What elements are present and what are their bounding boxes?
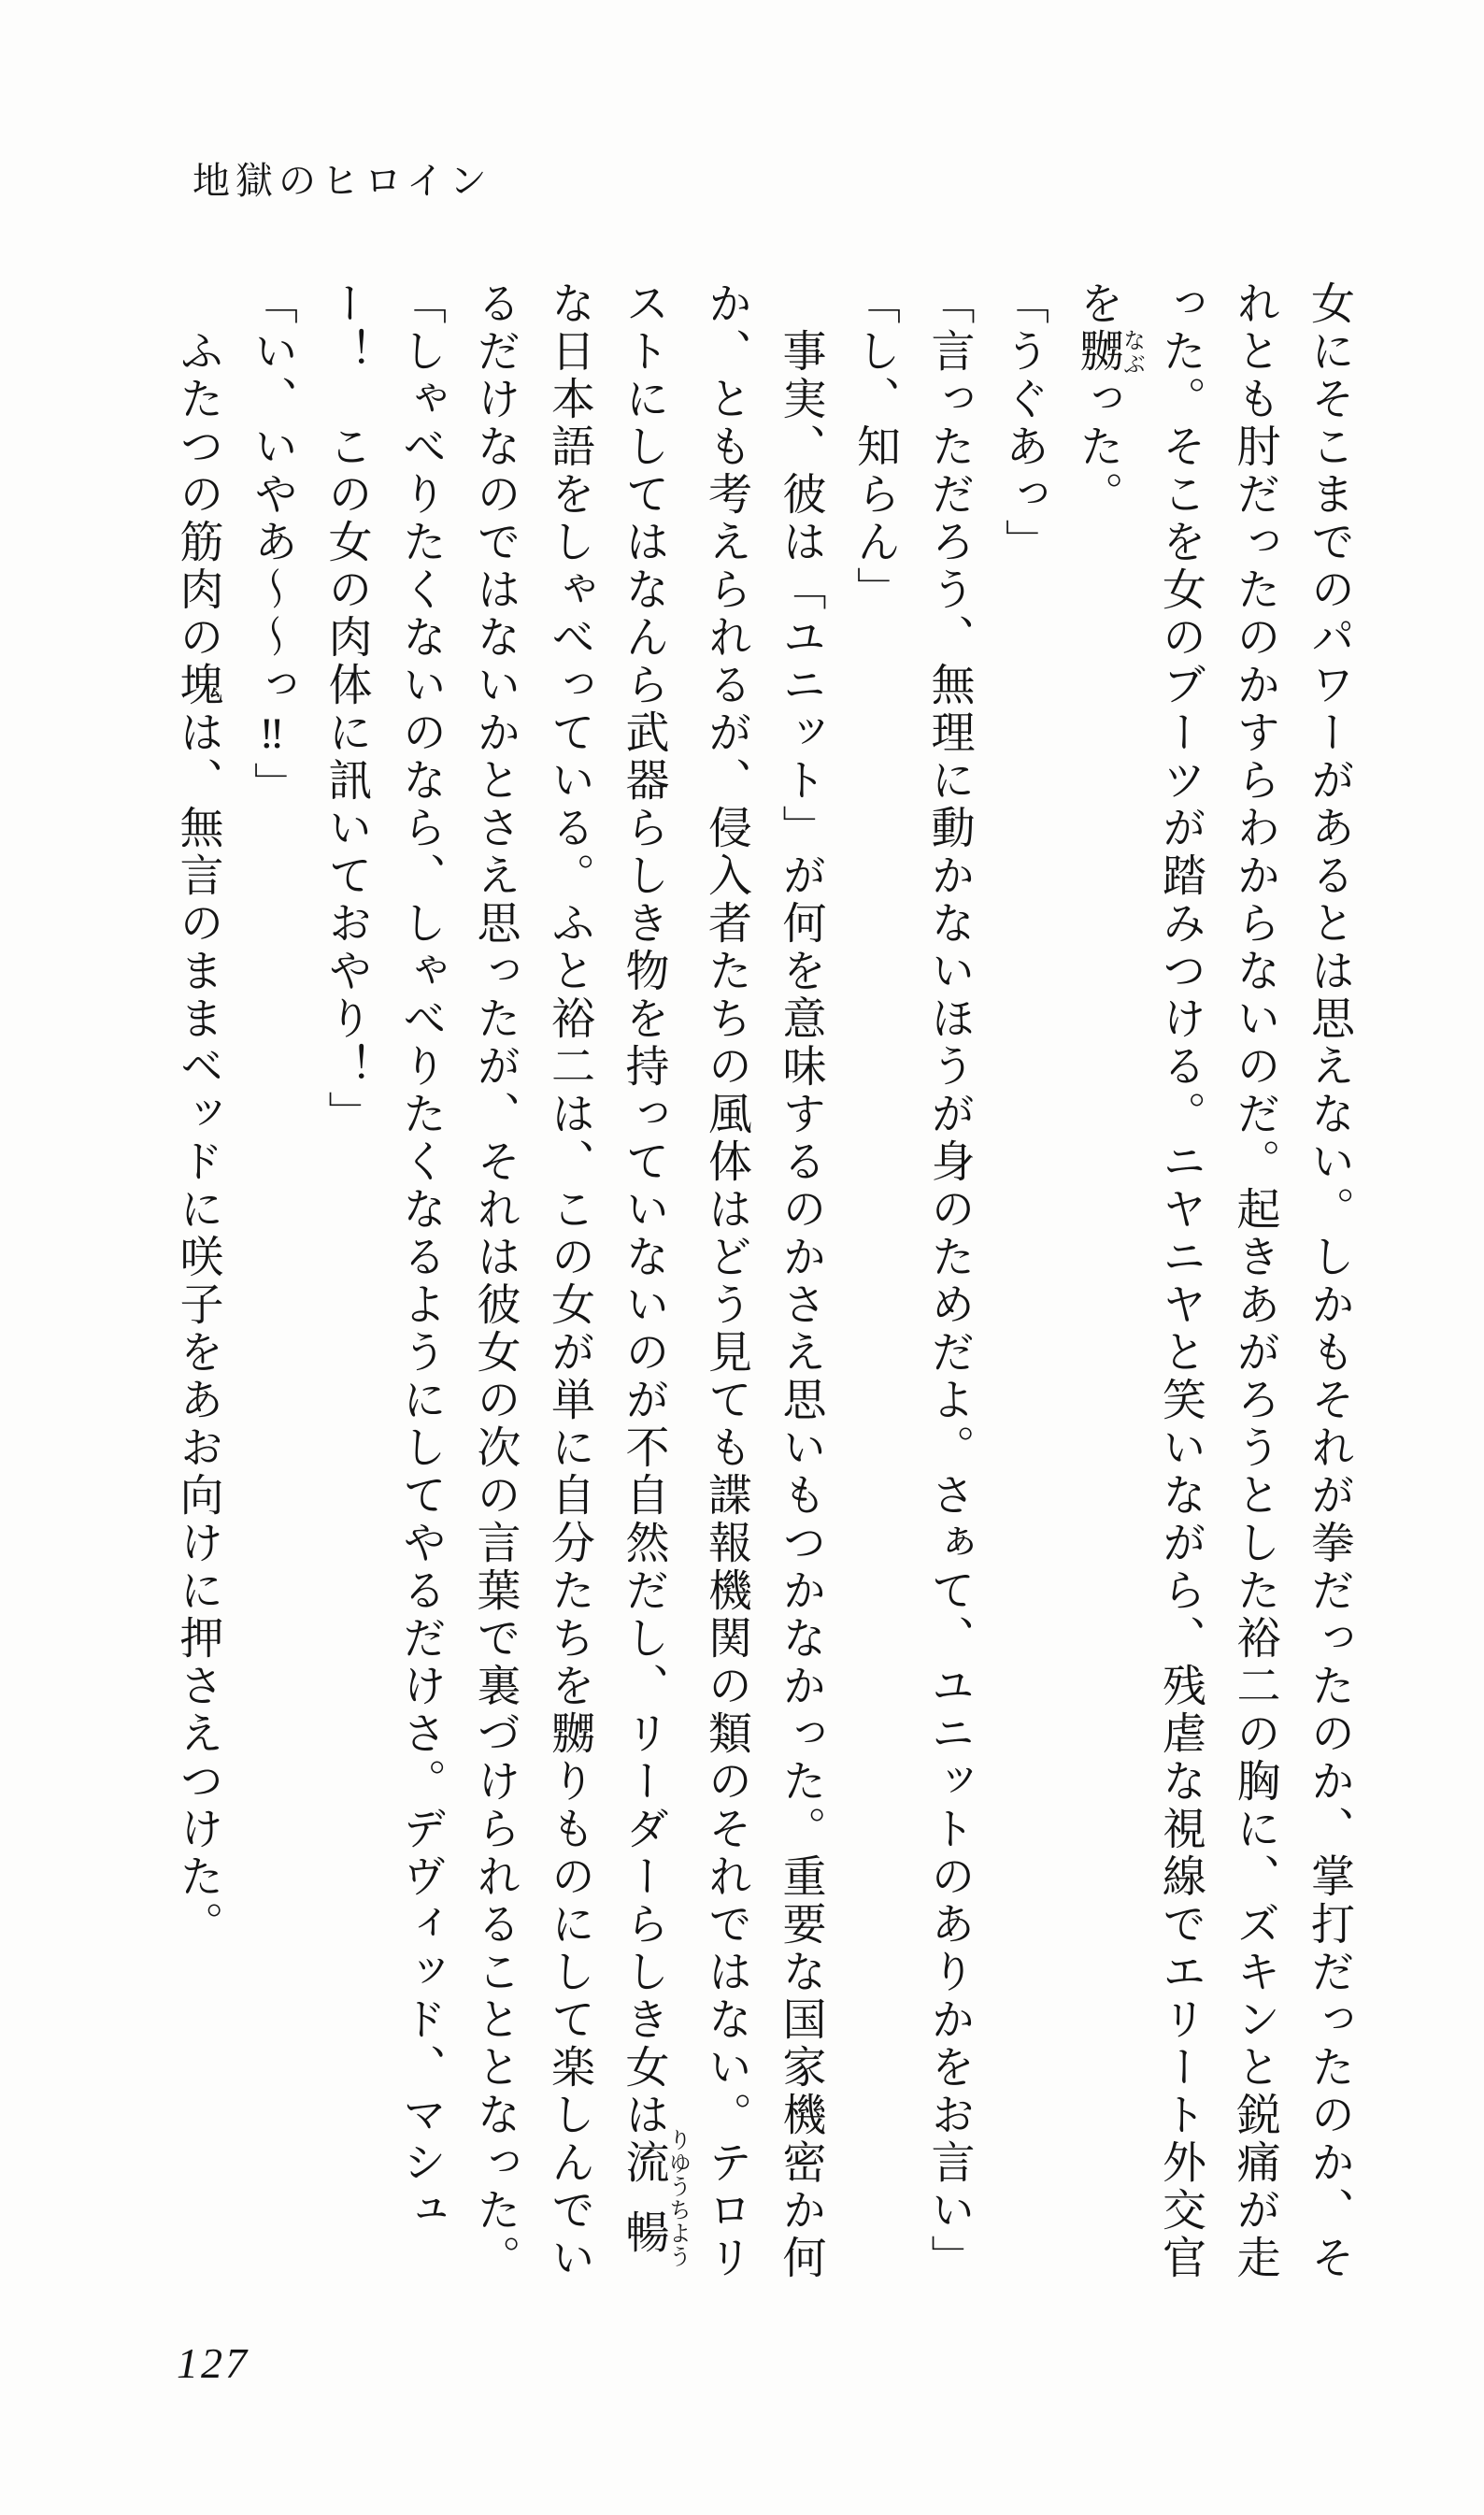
text-line: ふたつの筋肉の塊は、無言のままベッドに咲子をあお向けに押さえつけた。 bbox=[173, 328, 222, 1949]
text-line: 「い、いやあ〜〜っ‼」 bbox=[248, 280, 296, 809]
text-line: を嬲なぶった。 bbox=[1073, 280, 1144, 519]
text-line: った。そこを女のブーツが踏みつける。ニヤニヤと笑いながら、残虐な視線でエリート外交官 bbox=[1156, 280, 1205, 2282]
text-line: 女にそこまでのパワーがあるとは思えない。しかもそれが拳だったのか、掌打だったのか、そ bbox=[1305, 280, 1353, 2282]
ruby-annotation: 嬲なぶ bbox=[1073, 328, 1144, 376]
text-line: 「し、知らん」 bbox=[850, 280, 899, 614]
text-line: 「言っただろう、無理に動かないほうが身のためだよ。さぁて、ユニットのありかをお言い」 bbox=[924, 280, 974, 2282]
text-line: ー！ この女の肉体に訊いておやり！」 bbox=[321, 280, 371, 1138]
text-line: 事実、彼は「ユニット」が何を意味するのかさえ思いもつかなかった。重要な国家機密か何 bbox=[776, 328, 825, 2282]
text-line: な日本語をしゃべっている。ふと裕二は、この女が単に自分たちを嬲りものにして楽しんでい bbox=[545, 280, 593, 2282]
text-line: 「しゃべりたくないのなら、しゃべりたくなるようにしてやるだけさ。デヴィッド、マシュ bbox=[396, 280, 445, 2235]
running-head: 地獄のヒロイン bbox=[193, 160, 492, 202]
text-line: 「うぐあっ」 bbox=[999, 280, 1048, 566]
text-block bbox=[169, 280, 1365, 2283]
text-line: か、とも考えられるが、侵入者たちの風体はどう見ても諜報機関の類のそれではない。テロリ bbox=[702, 280, 750, 2282]
page-number: 127 bbox=[177, 2339, 250, 2387]
text-line: るだけなのではないかとさえ思ったが、それは彼女の次の言葉で裏づけられることとなった。 bbox=[470, 280, 520, 2282]
text-line: れとも肘だったのかすらわからないのだ。起きあがろうとした裕二の胸に、ズキンと鋭痛が走 bbox=[1230, 280, 1279, 2282]
text-line: ストにしてはなんら武器らしき物を持っていないのが不自然だし、リーダーらしき女は流暢りゆうちよう bbox=[619, 280, 690, 2268]
ruby-annotation: 流暢りゆうちよう bbox=[619, 2128, 690, 2268]
